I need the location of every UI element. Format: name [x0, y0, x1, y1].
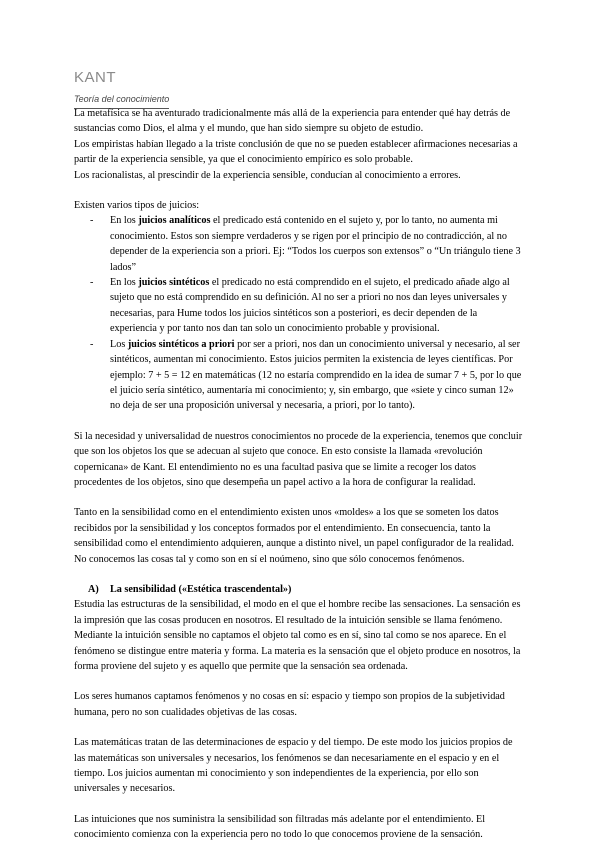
- juicios-list: [74, 213, 526, 413]
- section-title: La sensibilidad («Estética trascendental»): [110, 583, 292, 595]
- juicios-lead: Existen varios tipos de juicios:: [74, 200, 200, 212]
- body-paragraph: Si la necesidad y universalidad de nuestros conocimientos no procede de la experiencia, tenemos que concluir que son los objetos los que se adecuan al sujeto que conoce. En esto consiste la llamada «revolución copernicana» de Kant. El entendimiento no es una facultad pasiva que se limite a recoger los datos procedentes de los objetos, sino que desempeña un papel activo a la hora de configurar la realidad.: [74, 430, 523, 488]
- section-letter: A): [88, 583, 99, 595]
- intro-line: sustancias como Dios, el alma y el mundo, que han sido siempre su objeto de estudio.: [74, 123, 424, 135]
- juicio-item-sinteticos: - En los juicios sintéticos el predicado no está comprendido en el sujeto, el predicado añade algo al sujeto que no está comprendido en su definición. Al no ser a priori no nos dan leyes universales y necesarias, para Hume todos los juicios sintéticos son a posteriori, es decir dependen de la experiencia y por tanto nos dan tan solo un conocimiento probable y provisional.: [110, 275, 526, 337]
- intro-line: partir de la experiencia sensible, ya que el conocimiento empírico es solo probable.: [74, 154, 413, 166]
- body-paragraph: Estudia las estructuras de la sensibilidad, el modo en el que el hombre recibe las sensaciones. La sensación es la impresión que las cosas producen en nosotros. El resultado de la intuición sensible se llama fenómeno. Mediante la intuición sensible no captamos el objeto tal como es en sí, sino tal como se nos aparece. En el fenómeno se distingue entre materia y forma. La materia es la sensación que el objeto produce en nosotros, la forma proviene del sujeto y es aquello que permite que la sensación sea ordenada.: [74, 599, 521, 672]
- intro-line: La metafísica se ha aventurado tradicionalmente más allá de la experiencia para entender qué hay detrás de: [74, 108, 511, 119]
- document-title: KANT: [74, 69, 117, 86]
- body-paragraph: Tanto en la sensibilidad como en el entendimiento existen unos «moldes» a los que se someten los datos recibidos por la sensibilidad y los conceptos formados por el entendimiento. En consecuencia, tanto la sensibilidad como el entendimiento adquieren, aunque a distinto nivel, un papel configurador de la realidad. No conocemos las cosas tal y como son en sí el noúmeno, sino que sólo conocemos fenómenos.: [74, 507, 514, 565]
- juicio-item-sinteticos-a-priori: - Los juicios sintéticos a priori por ser a priori, nos dan un conocimiento universal y necesario, al ser sintéticos, aumentan mi conocimiento. Estos juicios permiten la existencia de leyes científicas. Por ejemplo: 7 + 5 = 12 en matemáticas (12 no estaría comprendido en la idea de sumar 7 + 5, por lo que el juicio sería sintético, aumentaría mi conocimiento; y, sin embargo, que «siete y cinco suman 12» no deja de ser una proposición universal y necesaria, a priori, por lo tanto).: [110, 337, 526, 414]
- juicio-term: juicios sintéticos a priori: [127, 338, 235, 350]
- juicio-term: juicios analíticos: [138, 215, 211, 227]
- body-paragraph: Los seres humanos captamos fenómenos y no cosas en sí: espacio y tiempo son propios de la subjetividad humana, pero no son cualidades objetivas de las cosas.: [74, 691, 505, 718]
- body-paragraph: Las intuiciones que nos suministra la sensibilidad son filtradas más adelante por el entendimiento. El conocimiento comienza con la experiencia pero no todo lo que conocemos proviene de la sensación.: [74, 813, 486, 841]
- juicio-item-analiticos: - En los juicios analíticos el predicado está contenido en el sujeto y, por lo tanto, no aumenta mi conocimiento. Estos son siempre verdaderos y se rigen por el principio de no contradicción, al no depender de la experiencia son a priori. Ej: “Todos los cuerpos son extensos” o “Un triángulo tiene 3 lados”: [110, 213, 526, 275]
- body-paragraph: Las matemáticas tratan de las determinaciones de espacio y del tiempo. De este modo los juicios propios de las matemáticas son universales y necesarios, los fenómenos se dan necesariamente en el espacio y en el tiempo. Los juicios aumentan mi conocimiento y son independientes de la experiencia, por ello son universales y necesarios.: [74, 737, 513, 795]
- intro-line: Los racionalistas, al prescindir de la experiencia sensible, conducían al conocimiento a errores.: [74, 169, 461, 181]
- document-body: [74, 106, 526, 843]
- juicio-term: juicios sintéticos: [138, 277, 210, 289]
- section-heading: [88, 582, 526, 597]
- document-subtitle: Teoría del conocimiento: [74, 92, 169, 109]
- intro-line: Los empiristas habían llegado a la triste conclusión de que no se pueden establecer afirmaciones necesarias a: [74, 138, 518, 150]
- intro-paragraph: [74, 106, 526, 183]
